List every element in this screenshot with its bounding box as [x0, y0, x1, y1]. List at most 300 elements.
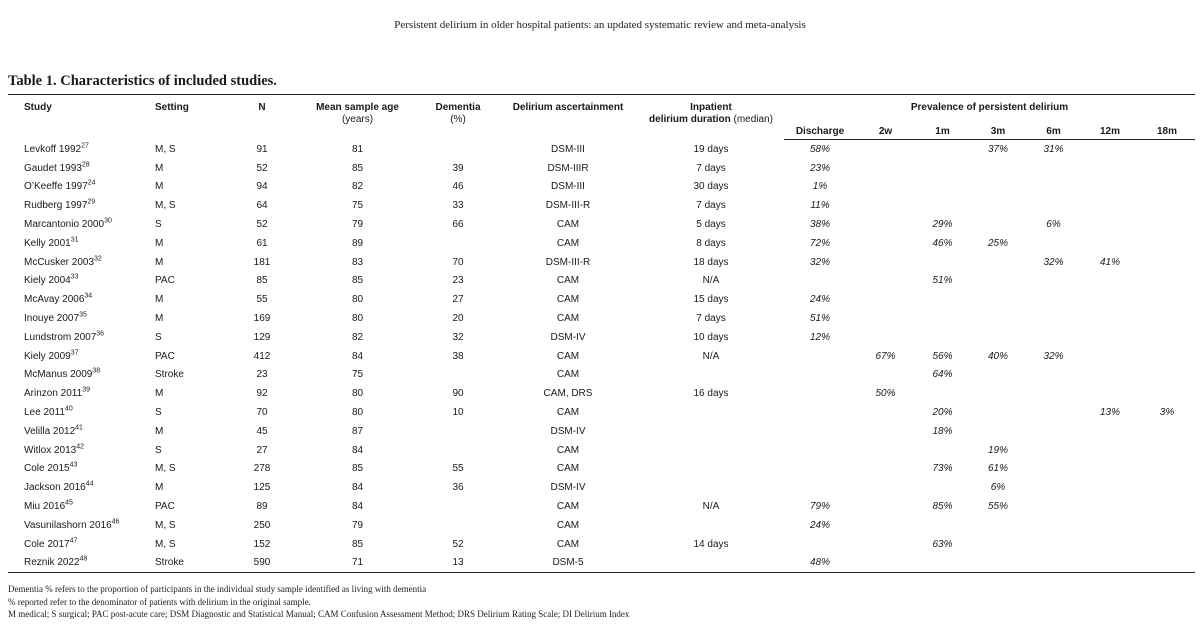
cell-setting: Stroke [155, 369, 184, 381]
study-name: Kiely 2009 [24, 350, 71, 362]
cell-18m [1139, 347, 1195, 366]
cell-ascertainment: DSM-III-R [545, 256, 591, 268]
cell-age: 79 [351, 519, 364, 531]
cell-ascertainment: CAM [556, 501, 580, 513]
cell-age: 84 [351, 501, 364, 513]
cell-duration [638, 554, 784, 573]
cell-ascertainment: CAM [556, 463, 580, 475]
cell-setting: PAC [155, 275, 175, 287]
col-header-12m: 12m [1081, 122, 1139, 140]
cell-18m [1139, 441, 1195, 460]
cell-3m [970, 403, 1026, 422]
cell-setting: M [155, 388, 164, 400]
study-name: Kelly 2001 [24, 237, 71, 249]
cell-18m [1139, 272, 1195, 291]
cell-12m [1081, 272, 1139, 291]
cell-n: 45 [256, 425, 268, 437]
study-name: Rudberg 1997 [24, 200, 88, 212]
cell-age: 81 [351, 143, 364, 155]
cell-study [8, 328, 155, 347]
cell-age: 89 [351, 237, 364, 249]
cell-1m: 64% [932, 369, 953, 381]
cell-ascertainment: CAM [556, 294, 580, 306]
cell-6m [1026, 554, 1081, 573]
cell-ascertainment: DSM-III-R [545, 200, 591, 212]
cell-setting: M [155, 482, 164, 494]
cell-ascertainment: CAM [556, 275, 580, 287]
cell-6m [1026, 328, 1081, 347]
cell-18m [1139, 290, 1195, 309]
cell-study [8, 347, 155, 366]
cell-discharge: 79% [809, 501, 830, 513]
study-name: Miu 2016 [24, 501, 66, 513]
cell-setting: M [155, 162, 164, 174]
cell-12m [1081, 366, 1139, 385]
cell-discharge: 1% [812, 181, 828, 193]
cell-dementia [418, 516, 498, 535]
cell-duration [638, 478, 784, 497]
cell-dementia: 38 [452, 350, 464, 362]
study-reference: 41 [75, 424, 83, 432]
cell-duration: N/A [702, 350, 720, 362]
cell-18m [1139, 159, 1195, 178]
col-header-prevalence-group: Prevalence of persistent delirium [784, 95, 1195, 123]
cell-12m: 13% [1099, 407, 1120, 419]
cell-2w [856, 290, 915, 309]
table-row [8, 290, 1195, 309]
cell-12m [1081, 178, 1139, 197]
cell-duration: 16 days [693, 388, 729, 400]
cell-duration: 15 days [693, 294, 729, 306]
footnote-abbreviations: M medical; S surgical; PAC post-acute care; DSM Diagnostic and Statistical Manual; CAM Confusion Assessment Method; DRS Delirium Rating Scale; DI Delirium Index [8, 609, 630, 619]
cell-18m [1139, 309, 1195, 328]
cell-6m [1026, 535, 1081, 554]
col-header-2w: 2w [856, 122, 915, 140]
cell-setting: S [155, 407, 162, 419]
cell-n: 169 [253, 313, 271, 325]
cell-12m [1081, 140, 1139, 159]
cell-n: 64 [256, 200, 268, 212]
study-name: McCusker 2003 [24, 256, 95, 268]
cell-12m [1081, 290, 1139, 309]
cell-18m [1139, 516, 1195, 535]
cell-dementia: 23 [452, 275, 464, 287]
cell-dementia: 55 [452, 463, 464, 475]
study-reference: 44 [85, 480, 94, 488]
cell-dementia [418, 441, 498, 460]
cell-ascertainment: CAM [556, 369, 580, 381]
cell-discharge: 58% [809, 143, 830, 155]
cell-study [8, 366, 155, 385]
cell-age: 87 [351, 425, 364, 437]
cell-6m [1026, 384, 1081, 403]
table-row [8, 178, 1195, 197]
cell-3m [970, 422, 1026, 441]
cell-ascertainment: CAM [556, 237, 580, 249]
cell-age: 85 [351, 162, 364, 174]
cell-dementia: 36 [452, 482, 464, 494]
cell-2w: 67% [875, 350, 896, 362]
cell-3m: 37% [987, 143, 1008, 155]
study-reference: 28 [81, 161, 90, 169]
cell-12m [1081, 516, 1139, 535]
cell-2w [856, 234, 915, 253]
cell-12m [1081, 328, 1139, 347]
cell-ascertainment: DSM-IV [550, 331, 586, 343]
cell-1m: 56% [932, 350, 953, 362]
cell-age: 84 [351, 482, 364, 494]
study-name: Jackson 2016 [24, 482, 86, 494]
cell-3m [970, 554, 1026, 573]
cell-6m [1026, 516, 1081, 535]
cell-1m: 73% [932, 463, 953, 475]
cell-2w [856, 178, 915, 197]
cell-n: 125 [253, 482, 271, 494]
table-row [8, 215, 1195, 234]
cell-setting: M [155, 181, 164, 193]
study-reference: 48 [79, 556, 88, 564]
cell-12m [1081, 384, 1139, 403]
cell-dementia: 90 [452, 388, 464, 400]
study-name: O’Keeffe 1997 [24, 181, 88, 193]
cell-setting: M [155, 313, 164, 325]
cell-duration [638, 516, 784, 535]
study-reference: 47 [69, 537, 78, 545]
study-reference: 40 [64, 405, 73, 413]
cell-n: 23 [256, 369, 268, 381]
cell-3m: 55% [987, 501, 1008, 513]
cell-age: 75 [351, 369, 364, 381]
cell-3m [970, 516, 1026, 535]
cell-n: 52 [256, 219, 268, 231]
study-reference: 37 [70, 349, 79, 357]
study-reference: 32 [94, 255, 102, 263]
cell-setting: M, S [155, 143, 176, 155]
cell-ascertainment: CAM [556, 313, 580, 325]
study-reference: 30 [104, 217, 112, 225]
study-name: Witlox 2013 [24, 444, 77, 456]
table-row [8, 309, 1195, 328]
cell-3m [970, 196, 1026, 215]
table-row [8, 403, 1195, 422]
table-row [8, 347, 1195, 366]
cell-ascertainment: CAM [556, 519, 580, 531]
cell-2w [856, 478, 915, 497]
cell-duration: 30 days [693, 181, 729, 193]
cell-3m [970, 178, 1026, 197]
cell-1m [915, 196, 970, 215]
cell-2w: 50% [875, 388, 896, 400]
cell-18m [1139, 215, 1195, 234]
cell-setting: M, S [155, 200, 176, 212]
cell-2w [856, 272, 915, 291]
cell-duration: 19 days [693, 143, 729, 155]
cell-setting: M [155, 256, 164, 268]
cell-18m [1139, 460, 1195, 479]
cell-18m [1139, 422, 1195, 441]
cell-18m [1139, 535, 1195, 554]
cell-setting: M [155, 425, 164, 437]
cell-ascertainment: DSM-IV [550, 425, 586, 437]
cell-study [8, 290, 155, 309]
cell-6m [1026, 497, 1081, 516]
cell-n: 590 [227, 554, 297, 573]
cell-discharge: 12% [809, 331, 830, 343]
cell-discharge: 24% [809, 519, 830, 531]
cell-setting: Stroke [155, 554, 227, 573]
cell-study [8, 253, 155, 272]
cell-age: 84 [351, 350, 364, 362]
cell-discharge: 38% [809, 219, 830, 231]
col-header-3m: 3m [970, 122, 1026, 140]
cell-age: 82 [351, 181, 364, 193]
cell-dementia: 66 [452, 219, 464, 231]
table-row [8, 140, 1195, 159]
cell-ascertainment: CAM [556, 407, 580, 419]
cell-discharge: 72% [809, 237, 830, 249]
cell-1m [915, 290, 970, 309]
table-row [8, 159, 1195, 178]
cell-12m [1081, 535, 1139, 554]
cell-2w [856, 535, 915, 554]
cell-12m [1081, 441, 1139, 460]
study-name: Gaudet 1993 [24, 162, 82, 174]
cell-2w [856, 497, 915, 516]
table-row [8, 516, 1195, 535]
col-header-1m: 1m [915, 122, 970, 140]
cell-18m [1139, 178, 1195, 197]
cell-dementia [418, 140, 498, 159]
cell-setting: S [155, 219, 162, 231]
study-reference: 45 [65, 499, 73, 507]
cell-6m [1026, 422, 1081, 441]
footnote-denominator: % reported refer to the denominator of patients with delirium in the original sample. [8, 596, 311, 607]
study-name: Inouye 2007 [24, 313, 80, 325]
cell-n: 89 [256, 501, 268, 513]
cell-18m [1139, 196, 1195, 215]
cell-n: 52 [256, 162, 268, 174]
cell-1m [915, 516, 970, 535]
cell-18m [1139, 384, 1195, 403]
study-name: Velilla 2012 [24, 425, 76, 437]
study-reference: 33 [70, 274, 79, 282]
cell-n: 412 [253, 350, 271, 362]
cell-1m [915, 328, 970, 347]
cell-ascertainment: CAM [556, 219, 580, 231]
cell-18m [1139, 253, 1195, 272]
cell-12m [1081, 478, 1139, 497]
cell-discharge [784, 460, 856, 479]
cell-3m [970, 384, 1026, 403]
study-reference: 24 [87, 180, 96, 188]
cell-12m [1081, 196, 1139, 215]
cell-1m [915, 309, 970, 328]
cell-study [8, 554, 155, 573]
cell-setting: M, S [155, 538, 176, 550]
col-header-duration-sub: (median) [733, 114, 773, 125]
cell-age: 79 [351, 219, 364, 231]
cell-setting: M, S [155, 519, 176, 531]
cell-study [8, 159, 155, 178]
study-name: McAvay 2006 [24, 294, 85, 306]
cell-setting: M [155, 294, 164, 306]
cell-12m: 41% [1099, 256, 1120, 268]
cell-n: 91 [256, 143, 268, 155]
study-reference: 42 [76, 443, 85, 451]
cell-2w [856, 159, 915, 178]
table-caption: Table 1. Characteristics of included studies. [8, 73, 277, 89]
cell-discharge [784, 403, 856, 422]
table-body [8, 140, 1195, 573]
cell-3m [970, 328, 1026, 347]
cell-ascertainment: DSM-5 [498, 554, 638, 573]
cell-duration: 14 days [693, 538, 729, 550]
study-reference: 27 [81, 142, 89, 150]
col-header-dementia-sub: (%) [450, 114, 466, 125]
cell-ascertainment: DSM-IV [550, 482, 586, 494]
table-row [8, 272, 1195, 291]
cell-study [8, 215, 155, 234]
table-row [8, 497, 1195, 516]
table-row [8, 422, 1195, 441]
cell-18m [1139, 497, 1195, 516]
cell-2w [856, 422, 915, 441]
cell-12m [1081, 309, 1139, 328]
col-header-duration [638, 95, 784, 140]
cell-6m: 31% [1043, 143, 1064, 155]
cell-duration [638, 460, 784, 479]
cell-12m [1081, 159, 1139, 178]
col-header-ascertainment: Delirium ascertainment [498, 95, 638, 140]
cell-3m [970, 272, 1026, 291]
cell-dementia: 39 [452, 162, 464, 174]
cell-6m [1026, 159, 1081, 178]
cell-6m: 6% [1046, 219, 1061, 231]
col-header-age-sub: (years) [341, 114, 374, 125]
cell-age: 85 [351, 275, 364, 287]
cell-setting: PAC [155, 350, 175, 362]
cell-2w [856, 516, 915, 535]
cell-2w [856, 460, 915, 479]
study-name: Lundstrom 2007 [24, 331, 97, 343]
cell-ascertainment: CAM [556, 538, 580, 550]
cell-study [8, 140, 155, 159]
cell-dementia: 27 [452, 294, 464, 306]
cell-1m [915, 554, 970, 573]
cell-6m [1026, 290, 1081, 309]
cell-discharge: 11% [810, 200, 830, 212]
footnote-dementia: Dementia % refers to the proportion of participants in the individual study sample identified as living with dementia [8, 584, 427, 594]
cell-18m: 3% [1159, 407, 1175, 419]
cell-2w [856, 309, 915, 328]
cell-1m [915, 253, 970, 272]
cell-dementia: 70 [452, 256, 464, 268]
cell-6m [1026, 272, 1081, 291]
cell-study [8, 234, 155, 253]
cell-study [8, 309, 155, 328]
cell-duration: 10 days [693, 331, 729, 343]
cell-2w [856, 140, 915, 159]
cell-12m [1081, 234, 1139, 253]
cell-18m [1139, 478, 1195, 497]
cell-1m [915, 478, 970, 497]
cell-dementia [418, 366, 498, 385]
col-header-duration-bold: delirium duration [649, 114, 731, 125]
cell-2w [856, 196, 915, 215]
cell-18m [1139, 140, 1195, 159]
col-header-age-main: Mean sample age [316, 102, 399, 113]
cell-age: 80 [351, 388, 364, 400]
cell-discharge [784, 384, 856, 403]
cell-6m [1026, 234, 1081, 253]
study-reference: 46 [111, 518, 120, 526]
cell-2w [856, 215, 915, 234]
cell-6m [1026, 309, 1081, 328]
cell-dementia [418, 234, 498, 253]
cell-ascertainment: CAM, DRS [543, 388, 593, 400]
cell-dementia [418, 497, 498, 516]
cell-study [8, 516, 155, 535]
study-reference: 39 [82, 386, 90, 394]
cell-1m: 85% [932, 501, 953, 513]
study-name: Marcantonio 2000 [24, 219, 105, 231]
header-row-1 [8, 95, 1195, 123]
cell-n: 181 [253, 256, 271, 268]
table-row [8, 535, 1195, 554]
cell-study [8, 441, 155, 460]
col-header-study: Study [8, 95, 155, 140]
study-name: Levkoff 1992 [24, 143, 82, 155]
cell-1m: 29% [932, 219, 953, 231]
cell-study [8, 196, 155, 215]
cell-3m [970, 366, 1026, 385]
cell-6m [1026, 196, 1081, 215]
cell-6m [1026, 366, 1081, 385]
cell-discharge: 48% [784, 554, 856, 573]
cell-2w [856, 328, 915, 347]
cell-age: 85 [351, 538, 364, 550]
cell-study [8, 535, 155, 554]
cell-discharge [784, 441, 856, 460]
cell-discharge: 51% [809, 313, 830, 325]
characteristics-table-wrapper [8, 94, 1195, 573]
study-name: Vasunilashorn 2016 [24, 519, 112, 531]
study-name: Arinzon 2011 [24, 388, 83, 400]
cell-1m: 63% [932, 538, 953, 550]
cell-dementia: 46 [452, 181, 464, 193]
cell-3m [970, 535, 1026, 554]
cell-duration: 8 days [696, 237, 726, 249]
cell-1m [915, 178, 970, 197]
cell-discharge: 24% [809, 294, 830, 306]
cell-ascertainment: CAM [556, 444, 580, 456]
cell-setting: S [155, 444, 162, 456]
table-row [8, 384, 1195, 403]
cell-3m: 25% [987, 237, 1008, 249]
cell-age: 85 [351, 463, 364, 475]
cell-1m [915, 441, 970, 460]
cell-6m [1026, 403, 1081, 422]
cell-setting: M [155, 237, 164, 249]
cell-study [8, 384, 155, 403]
cell-setting: S [155, 331, 162, 343]
cell-discharge [784, 422, 856, 441]
cell-1m: 51% [932, 275, 953, 287]
cell-18m [1139, 328, 1195, 347]
study-reference: 34 [84, 292, 93, 300]
cell-duration: N/A [702, 275, 720, 287]
study-name: McManus 2009 [24, 369, 93, 381]
